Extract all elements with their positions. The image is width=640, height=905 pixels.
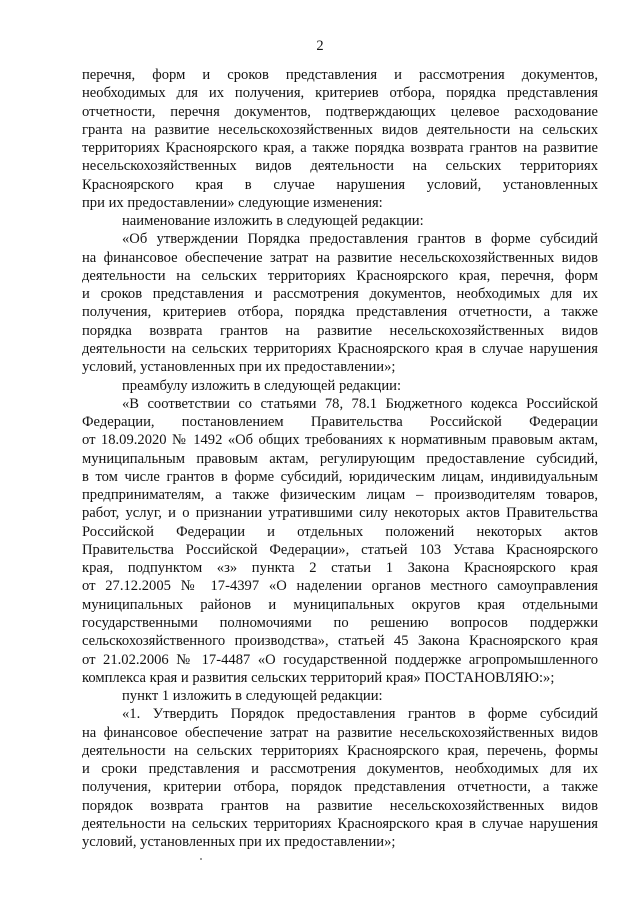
text-line: государственными полномочиями по решению вопросов поддержки	[82, 614, 598, 631]
page-number: 2	[316, 38, 324, 54]
text-line: получения, критериев отбора, порядка представления отчетности, а также	[82, 304, 598, 321]
text-line: комплекса края и развития сельских территорий края» ПОСТАНОВЛЯЮ:»;	[82, 669, 555, 686]
scan-speck	[200, 858, 202, 860]
text-line: порядка возврата грантов на развитие несельскохозяйственных видов	[82, 322, 598, 339]
text-line: и сроки представления и рассмотрения документов, необходимых для их	[82, 761, 598, 778]
text-line: «Об утверждении Порядка предоставления грантов в форме субсидий	[122, 231, 598, 248]
text-line: «В соответствии со статьями 78, 78.1 Бюджетного кодекса Российской	[122, 395, 598, 412]
text-line: в том числе грантов в форме субсидий, юридическим лицам, индивидуальным	[82, 468, 598, 485]
text-line: деятельности на сельских территориях Красноярского края в случае нарушения	[82, 340, 598, 357]
text-line: Федерации, постановлением Правительства Российской Федерации	[82, 414, 598, 431]
text-line: муниципальных районов и муниципальных округов края отдельными	[82, 596, 598, 613]
text-line: перечня, форм и сроков представления и рассмотрения документов,	[82, 67, 598, 83]
text-line: преамбулу изложить в следующей редакции:	[122, 377, 402, 394]
text-line: от 21.02.2006 № 17-4487 «О государственной поддержке агропромышленного	[82, 651, 598, 668]
text-line: гранта на развитие несельскохозяйственных видов деятельности на сельских	[82, 121, 598, 138]
text-line: Красноярского края в случае нарушения условий, установленных	[82, 176, 598, 193]
text-line: предпринимателям, а также физическим лицам – производителям товаров,	[82, 487, 598, 504]
text-line: и сроков представления и рассмотрения документов, необходимых для их	[82, 286, 598, 303]
text-line: на финансовое обеспечение затрат на развитие несельскохозяйственных видов	[82, 249, 598, 266]
text-line: условий, установленных при их предоставлении»;	[82, 834, 396, 851]
text-line: Российской Федерации и отдельных положений некоторых актов	[82, 523, 598, 540]
text-line: наименование изложить в следующей редакции:	[122, 213, 424, 230]
text-line: условий, установленных при их предоставлении»;	[82, 359, 396, 376]
document-body	[82, 66, 598, 851]
text-line: от 27.12.2005 № 17-4397 «О наделении органов местного самоуправления	[82, 578, 598, 595]
text-line: деятельности на сельских территориях Красноярского края, перечень, формы	[82, 742, 598, 759]
text-line: от 18.09.2020 № 1492 «Об общих требованиях к нормативным правовым актам,	[82, 432, 598, 449]
text-line: края, подпунктом «з» пункта 2 статьи 1 Закона Красноярского края	[82, 560, 598, 577]
text-line: муниципальным правовым актам, регулирующим предоставление субсидий,	[82, 450, 598, 467]
text-line: территориях Красноярского края, а также порядка возврата грантов на развитие	[82, 140, 598, 157]
text-line: отчетности, перечня документов, подтверждающих целевое расходование	[82, 103, 598, 120]
text-line: несельскохозяйственных видов деятельности на сельских территориях	[82, 158, 598, 175]
text-line: на финансовое обеспечение затрат на развитие несельскохозяйственных видов	[82, 724, 598, 741]
text-line: «1. Утвердить Порядок предоставления грантов в форме субсидий	[122, 706, 598, 723]
text-line: пункт 1 изложить в следующей редакции:	[122, 688, 383, 705]
text-line: необходимых для их получения, критериев отбора, порядка представления	[82, 85, 598, 102]
text-line: деятельности на сельских территориях Красноярского края в случае нарушения	[82, 815, 598, 832]
text-line: сельскохозяйственного производства», статьей 45 Закона Красноярского края	[82, 633, 598, 650]
text-line: деятельности на сельских территориях Красноярского края, перечня, форм	[82, 267, 598, 284]
text-line: работ, услуг, и о признании утратившими силу некоторых актов Правительства	[82, 505, 598, 522]
text-line: получения, критерии отбора, порядок представления отчетности, а также	[82, 779, 598, 796]
text-line: Правительства Российской Федерации», статьей 103 Устава Красноярского	[82, 541, 598, 558]
text-line: при их предоставлении» следующие изменения:	[82, 194, 383, 211]
text-line: порядок возврата грантов на развитие несельскохозяйственных видов	[82, 797, 598, 814]
